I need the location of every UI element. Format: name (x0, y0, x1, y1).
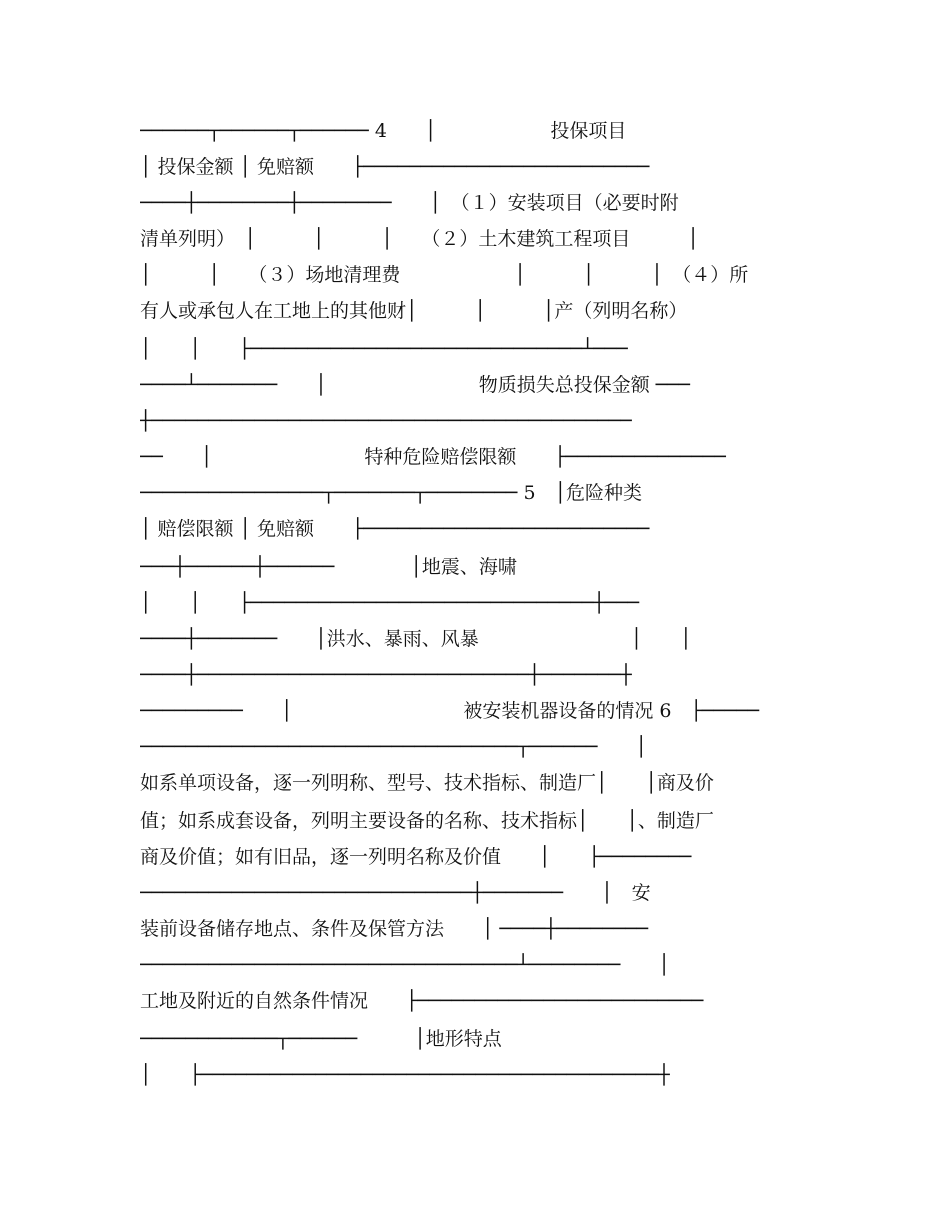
text-line: ┼────────────────────────────────────────── (140, 410, 632, 432)
text-line: 有人或承包人在工地上的其他财│ │ │产（列明名称） (140, 300, 688, 322)
text-line: 装前设备储存地点、条件及保管方法 │ ────┼──────── (140, 918, 649, 940)
text-line: ─────────────────────────────────┴──────── │ (140, 954, 670, 976)
text-line: │ 赔偿限额 │ 免赔额 ├───────────────────────── (140, 518, 650, 540)
text-line: 如系单项设备，逐一列明称、型号、技术指标、制造厂│ │商及价 (140, 772, 714, 794)
text-line: ──────┬──────┬────── 4 │ 投保项目 (140, 120, 627, 142)
text-line: ───────── │ 被安装机器设备的情况 6 ├───── (140, 700, 760, 722)
text-line: │ 投保金额 │ 免赔额 ├───────────────────────── (140, 156, 650, 178)
text-line: │ ├────────────────────────────────────────┼ (140, 1064, 670, 1086)
text-line: ────────────┬────── │地形特点 (140, 1028, 502, 1050)
text-line: ── │ 特种危险赔偿限额 ├────────────── (140, 446, 726, 468)
text-line: ────────────────┬───────┬──────── 5 │危险种类 (140, 482, 643, 504)
text-line: ───┼──────┼────── │地震、海啸 (140, 556, 517, 578)
text-line: ────┼─────── │洪水、暴雨、风暴 │ │ (140, 628, 692, 650)
text-line: ─────────────────────────────┼─────── │ 安 (140, 882, 651, 904)
text-line: 商及价值；如有旧品，逐一列明名称及价值 │ ├──────── (140, 846, 692, 868)
text-line: 工地及附近的自然条件情况 ├───────────────────────── (140, 990, 704, 1012)
text-line: ────┴─────── │ 物质损失总投保金额 ─── (140, 374, 691, 396)
text-line: 值；如系成套设备，列明主要设备的名称、技术指标│ │、制造厂 (140, 810, 714, 832)
text-line: │ │ ├──────────────────────────────┼─── (140, 592, 640, 614)
text-line: │ │ （３）场地清理费 │ │ │ （４）所 (140, 264, 749, 286)
text-line: │ │ ├─────────────────────────────┴─── (140, 338, 628, 360)
text-line: ────┼────────┼──────── │ （１）安装项目（必要时附 (140, 192, 679, 214)
text-line: 清单列明） │ │ │ （２）土木建筑工程项目 │ (140, 228, 699, 250)
text-line: ─────────────────────────────────┬────── │ (140, 736, 647, 758)
text-line: ────┼─────────────────────────────┼───────┼ (140, 664, 632, 686)
